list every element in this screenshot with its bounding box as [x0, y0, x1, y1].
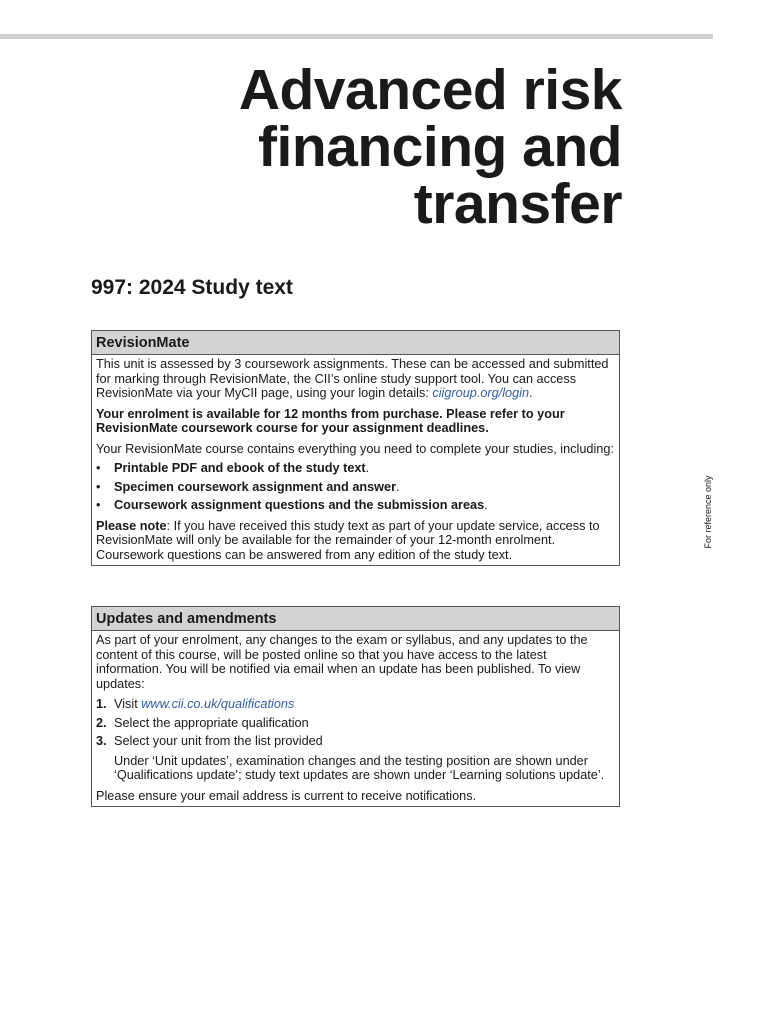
list-item — [96, 480, 615, 495]
step-text: Visit — [114, 697, 142, 711]
list-item-end: . — [365, 461, 370, 475]
bullet-icon: • — [96, 498, 101, 512]
updates-heading: Updates and amendments — [92, 607, 619, 631]
course-contents-intro: Your RevisionMate course contains everything you need to complete your studies, including: — [96, 441, 614, 456]
title-line-2: financing and — [258, 115, 622, 179]
revisionmate-body — [92, 355, 619, 565]
revisionmate-box — [91, 330, 620, 566]
revisionmate-intro-end: . — [529, 386, 533, 400]
updates-closing: Please ensure your email address is current to receive notifications. — [96, 788, 477, 803]
list-item-label: Coursework assignment questions and the submission areas — [114, 498, 485, 512]
please-note — [96, 519, 615, 563]
step-number: 1. — [96, 697, 107, 711]
document-subtitle: 997: 2024 Study text — [91, 276, 293, 299]
login-link[interactable]: ciigroup.org/login — [432, 386, 530, 400]
step-item — [96, 734, 615, 749]
revisionmate-intro — [96, 357, 615, 401]
list-item-end: . — [396, 479, 400, 494]
updates-intro: As part of your enrolment, any changes to the exam or syllabus, and any updates to the content of this course, will be posted online so that you have access to the latest information. You will be notified via email when an update has been published. To view updates: — [96, 633, 588, 691]
revisionmate-intro-text: This unit is assessed by 3 coursework assignments. These can be accessed and submitted for marking through RevisionMate, the CII’s online study support tool. You can access RevisionMate via your MyCII page, using your login details: — [96, 357, 609, 400]
document-title — [150, 58, 622, 236]
list-item — [96, 461, 615, 476]
enrolment-notice: Your enrolment is available for 12 months from purchase. Please refer to your RevisionMate coursework course for your assignment deadlines. — [96, 406, 565, 435]
step-text: Select your unit from the list provided — [114, 734, 323, 748]
title-line-3: transfer — [413, 172, 622, 236]
list-item-label: Specimen coursework assignment and answer — [114, 479, 397, 494]
please-note-label: Please note — [96, 518, 167, 533]
list-item-label: Printable PDF and ebook of the study text — [114, 461, 366, 475]
updates-body — [92, 631, 619, 806]
step-note: Under ‘Unit updates’, examination changes and the testing position are shown under ‘Qualifications update’; study text updates are shown under ‘Learning solutions update’. — [114, 753, 605, 782]
step-number: 3. — [96, 734, 107, 748]
list-item-end: . — [484, 498, 488, 512]
step-item — [96, 697, 615, 712]
list-item — [96, 498, 615, 513]
step-item — [96, 716, 615, 731]
course-contents-list — [96, 461, 615, 513]
updates-steps — [96, 697, 615, 749]
bullet-icon: • — [96, 479, 101, 494]
revisionmate-heading: RevisionMate — [92, 331, 619, 355]
top-rule — [0, 34, 713, 39]
reference-only-note: For reference only — [703, 475, 713, 549]
please-note-text: : If you have received this study text as part of your update service, access to RevisionMate will only be available for the remainder of your 12-month enrolment. Coursework questions can be answered from any edition of the study text. — [96, 518, 600, 562]
step-text: Select the appropriate qualification — [114, 715, 309, 730]
qualifications-link[interactable]: www.cii.co.uk/qualifications — [141, 697, 295, 711]
updates-box — [91, 606, 620, 807]
title-line-1: Advanced risk — [238, 58, 622, 122]
step-number: 2. — [96, 715, 107, 730]
bullet-icon: • — [96, 461, 101, 475]
